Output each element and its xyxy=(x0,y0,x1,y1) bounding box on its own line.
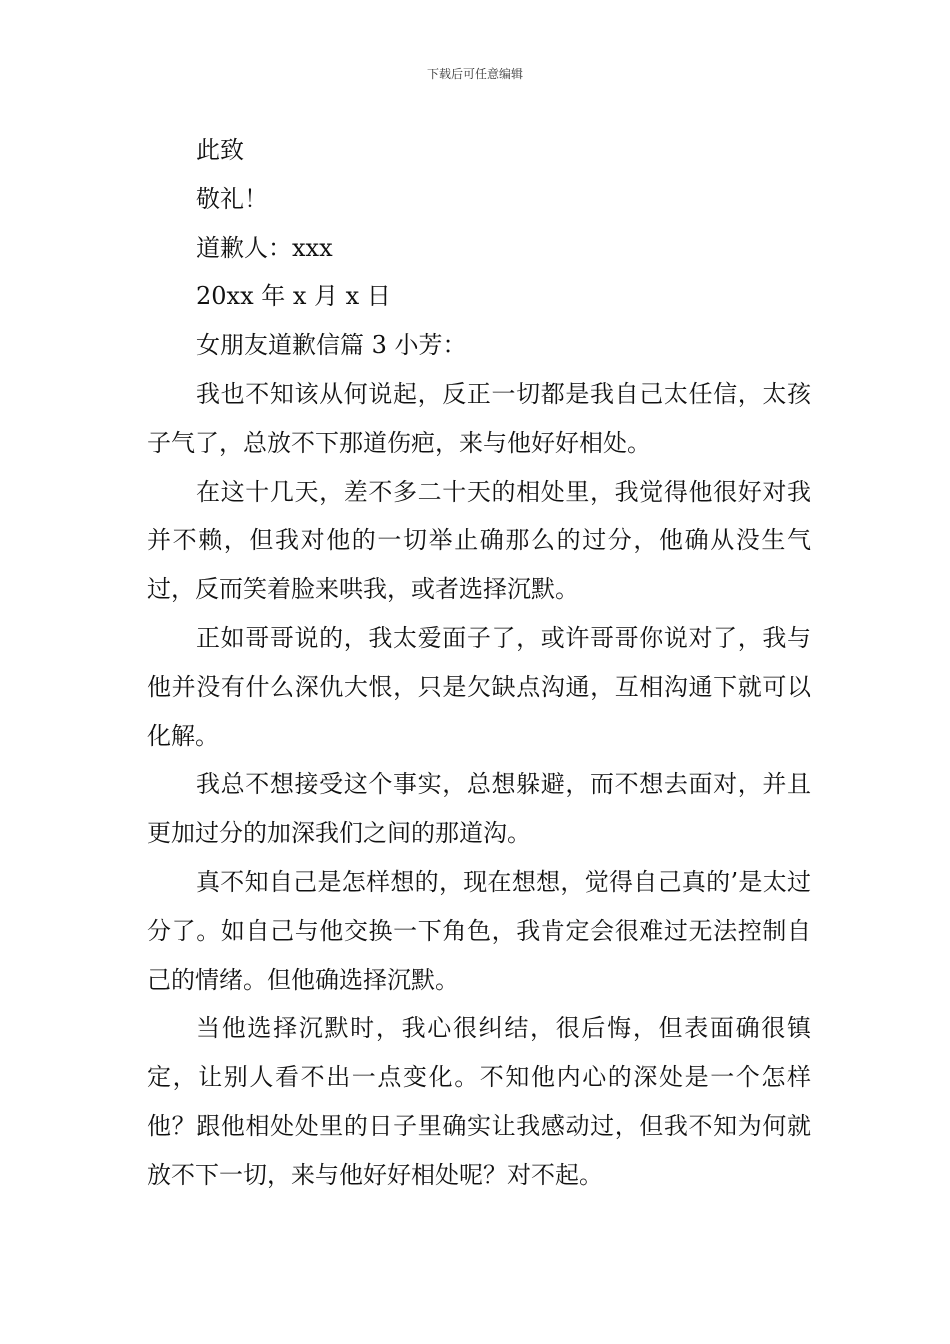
paragraph: 我也不知该从何说起，反正一切都是我自己太任信，太孩子气了，总放不下那道伤疤，来与他好好相处。 xyxy=(147,379,811,457)
paragraph: 正如哥哥说的，我太爱面子了，或许哥哥你说对了，我与他并没有什么深仇大恨，只是欠缺点沟通，互相沟通下就可以化解。 xyxy=(147,623,811,750)
paragraph: 真不知自己是怎样想的，现在想想，觉得自己真的’是太过分了。如自己与他交换一下角色，我肯定会很难过无法控制自己的情绪。但他确选择沉默。 xyxy=(147,867,811,994)
closing-regards: 敬礼！ xyxy=(196,184,268,213)
paragraph: 在这十几天，差不多二十天的相处里，我觉得他很好对我并不赖，但我对他的一切举止确那么的过分，他确从没生气过，反而笑着脸来哄我，或者选择沉默。 xyxy=(147,477,811,604)
page-header-note: 下载后可任意编辑 xyxy=(426,67,523,81)
section-title: 女朋友道歉信篇 3 小芳： xyxy=(196,331,467,360)
closing-salutation: 此致 xyxy=(196,136,244,164)
letter-body xyxy=(147,126,811,1200)
paragraph: 当他选择沉默时，我心很纠结，很后悔，但表面确很镇定，让别人看不出一点变化。不知他内心的深处是一个怎样他？跟他相处处里的日子里确实让我感动过，但我不知为何就放不下一切，来与他好好相处呢？对不起。 xyxy=(147,1014,811,1189)
paragraph: 我总不想接受这个事实，总想躲避，而不想去面对，并且更加过分的加深我们之间的那道沟。 xyxy=(147,770,811,848)
closing-signer: 道歉人：xxx xyxy=(196,233,333,262)
closing-date: 20xx 年 x 月 x 日 xyxy=(196,282,391,311)
